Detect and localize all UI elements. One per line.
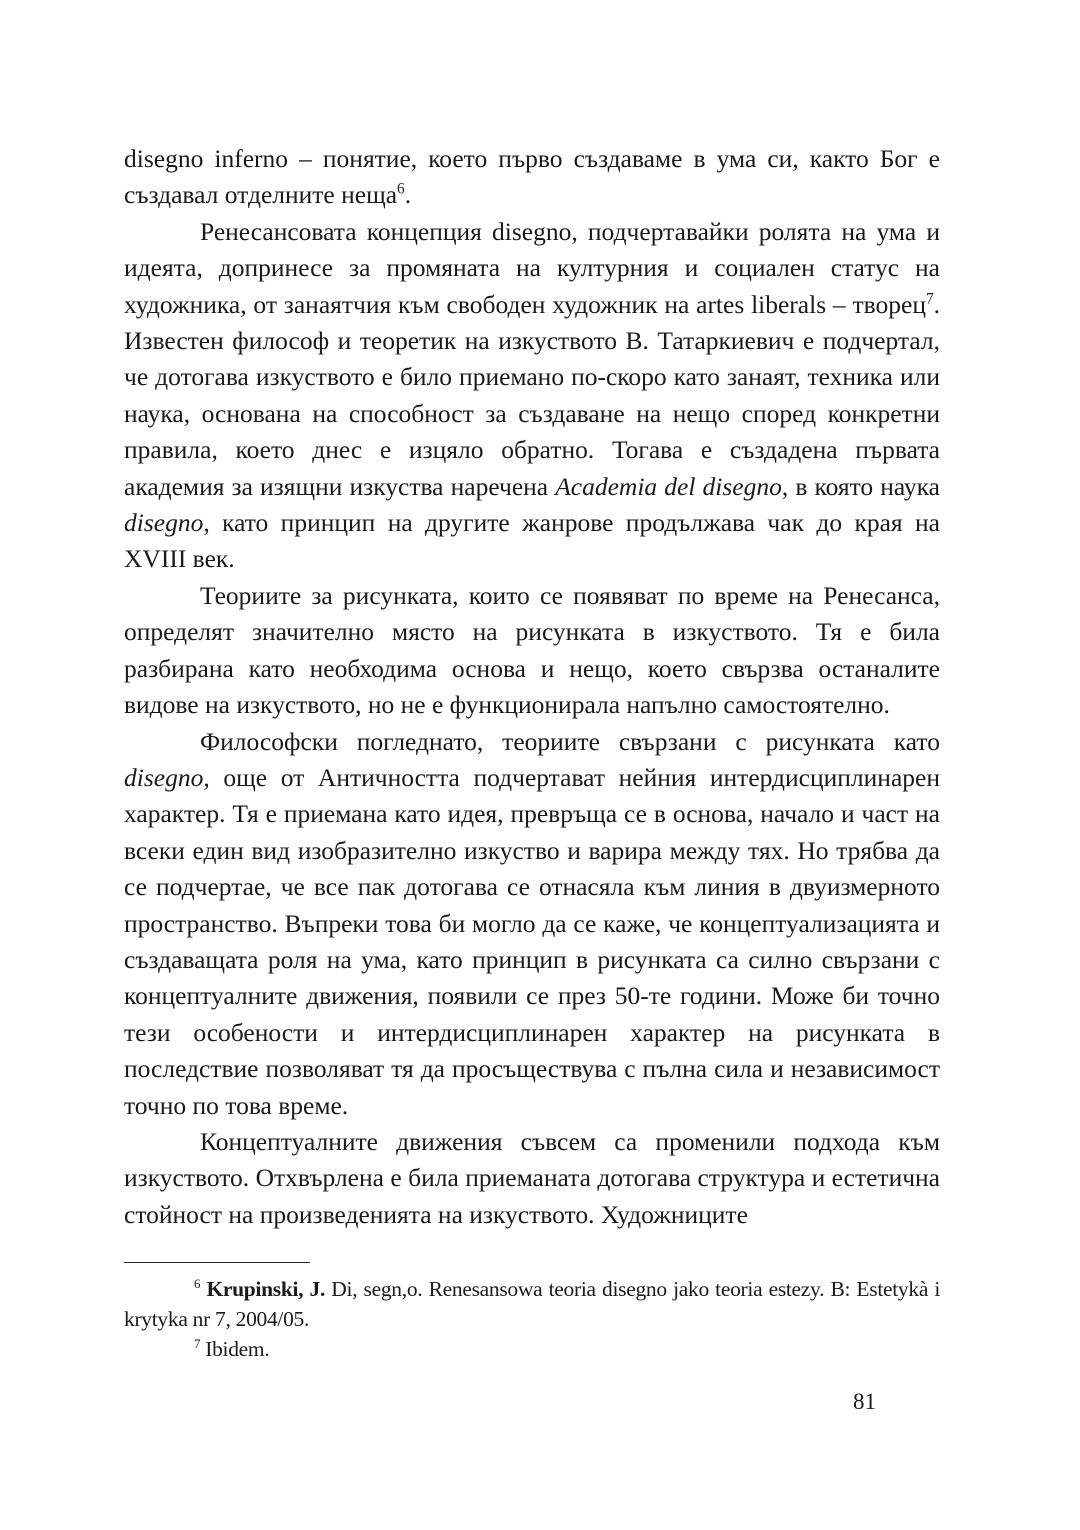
paragraph	[124, 578, 940, 724]
text-run: още от Античността подчертават нейния интердисциплинарен характер. Тя е приемана като идея, превръща се в основа, начало и част на всеки един вид изобразително изкуство и варира между тях. Но трябва да се подчертае, че все пак дотогава се отнасяла към линия в двуизмерното пространство. Въпреки това би могло да се каже, че концептуализацията и създаващата роля на ума, като принцип в рисунката са силно свързани с концептуалните движения, появили се през 50-те години. Може би точно тези особености и интердисциплинарен характер на рисунката в последствие позволяват тя да просъществува с пълна сила и независимост точно по това време.	[124, 762, 940, 1120]
footnote-number: 7	[194, 1336, 201, 1351]
footnote-6	[124, 1274, 940, 1334]
body-text	[124, 141, 940, 1233]
text-run: Концептуалните движения съвсем са променили подхода към изкуството. Отхвърлена е била приеманата дотогава структура и естетична стойност на произведенията на изкуството. Художниците	[124, 1126, 940, 1229]
text-run: Философски погледнато, теориите свързани с рисунката като	[200, 726, 940, 756]
footnote-author: Krupinski, J.	[206, 1277, 326, 1301]
footnote-reference[interactable]: 6	[397, 180, 405, 198]
text-run: . Известен философ и теоретик на изкуството В. Татаркиевич е подчертал, че дотогава изкуството е било приемано по-скоро като занаят, техника или наука, основана на способност за създаване на нещо според конкретни правила, което днес е изцяло обратно. Тогава е създадена първата академия за изящни изкуства наречена	[124, 289, 940, 501]
footnote-citation: Ibidem.	[200, 1337, 270, 1361]
text-run: disegno inferno – понятие, което първо създаваме в ума си, както Бог е създавал отделните неща	[124, 144, 940, 210]
footnote-7	[124, 1334, 940, 1364]
text-run: , като принцип на другите жанрове продължава чак до края на XVIII век.	[124, 508, 940, 574]
paragraph	[124, 1124, 940, 1233]
paragraph	[124, 141, 940, 214]
footnote-citation: Di, segn,o. Renesansowa teoria disegno jako teoria estezy. В: Estetykà i krytyka nr 7, 2004/05.	[124, 1277, 941, 1331]
text-run: .	[404, 180, 412, 210]
paragraph	[124, 724, 940, 1124]
footnote-number: 6	[194, 1276, 201, 1291]
text-run: Теориите за рисунката, които се появяват по време на Ренесанса, определят значително място на рисунката в изкуството. Тя е била разбирана като необходима основа и нещо, което свързва останалите видове на изкуството, но не е функционирала напълно самостоятелно.	[124, 580, 940, 720]
italic-text-run: Academia del disegno	[555, 471, 782, 501]
text-run: Ренесансовата концепция disegno, подчертавайки ролята на ума и идеята, допринесе за промяната на културния и социален статус на художника, от занаятчия към свободен художник на artes liberals – творец	[124, 216, 940, 319]
text-run: , в която наука	[781, 471, 940, 501]
paragraph	[124, 214, 940, 578]
footnote-separator	[124, 1262, 310, 1263]
italic-text-run: disegno	[124, 508, 204, 538]
footnote-reference[interactable]: 7	[925, 290, 934, 308]
italic-text-run: disegno,	[124, 762, 210, 792]
footnotes	[124, 1274, 940, 1364]
page-number: 81	[853, 1389, 876, 1414]
